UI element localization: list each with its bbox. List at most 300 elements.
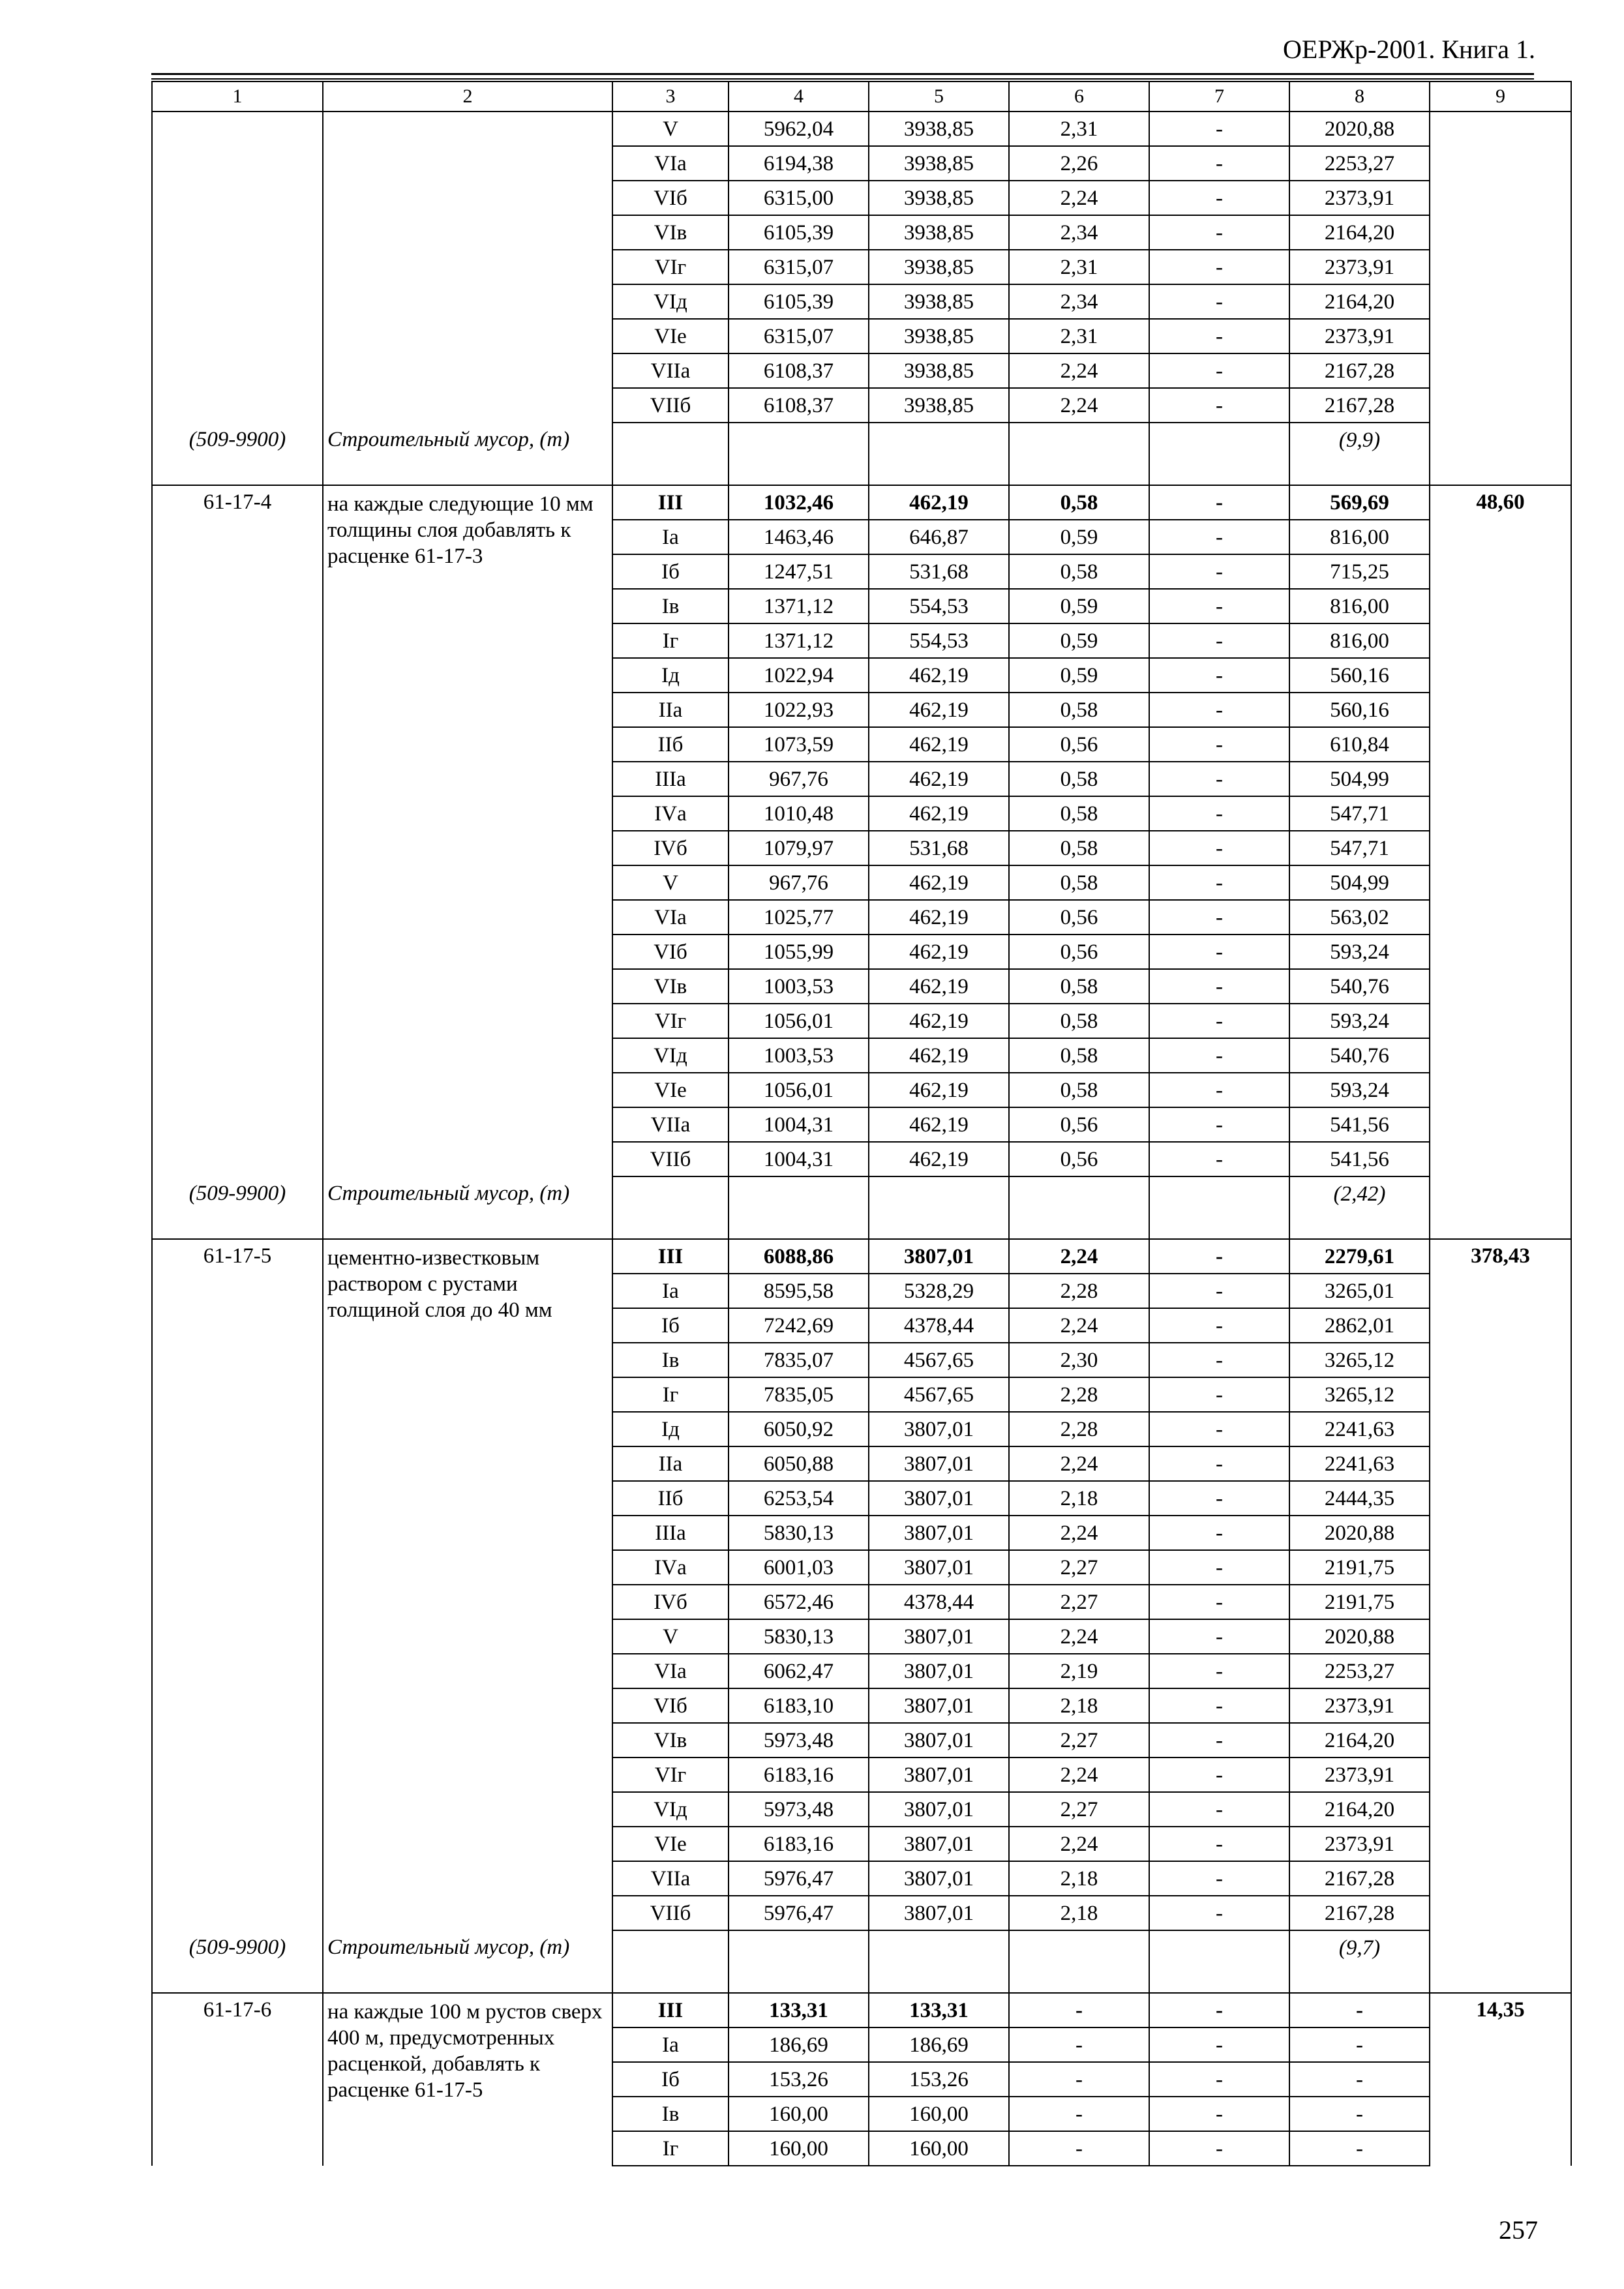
table-cell: 462,19 [869,1073,1009,1107]
section-total: 14,35 [1430,1993,1571,2166]
table-cell: 3807,01 [869,1688,1009,1723]
table-cell: 2,18 [1009,1896,1149,1930]
table-cell: 2373,91 [1289,1827,1430,1861]
table-cell: 540,76 [1289,1038,1430,1073]
table-cell: 1079,97 [729,831,869,865]
table-cell: 3807,01 [869,1827,1009,1861]
table-cell: - [1009,2097,1149,2131]
table-cell: V [612,1619,729,1654]
table-cell: 6108,37 [729,388,869,423]
rate-code: 61-17-5 [152,1239,323,1930]
table-cell: 0,58 [1009,831,1149,865]
table-cell: 2,27 [1009,1723,1149,1758]
table-cell: - [1149,1412,1289,1446]
table-cell: 4378,44 [869,1308,1009,1343]
table-cell: 0,58 [1009,762,1149,796]
table-cell: Iв [612,1343,729,1377]
table-cell: - [1149,589,1289,623]
table-cell: - [1149,520,1289,554]
table-cell: 967,76 [729,865,869,900]
table-cell: 593,24 [1289,1073,1430,1107]
table-cell: 3807,01 [869,1446,1009,1481]
table-cell: - [1149,146,1289,181]
table-cell: - [1149,554,1289,589]
table-cell: - [1149,485,1289,520]
table-cell: - [1149,865,1289,900]
table-cell: 462,19 [869,1107,1009,1142]
table-cell: 462,19 [869,762,1009,796]
table-cell: 2373,91 [1289,1758,1430,1792]
table-cell: 1003,53 [729,969,869,1004]
table-cell: Iд [612,658,729,693]
table-cell: 0,59 [1009,589,1149,623]
table-cell: - [1149,831,1289,865]
garbage-label: Строительный мусор, (т) [323,1176,612,1239]
table-cell: 3938,85 [869,181,1009,215]
table-cell: 0,56 [1009,1107,1149,1142]
table-cell: Iг [612,1377,729,1412]
table-cell: 2167,28 [1289,1861,1430,1896]
table-cell: Iа [612,2027,729,2062]
table-cell: 2164,20 [1289,284,1430,319]
table-cell: VIг [612,1004,729,1038]
table-cell: - [1149,1993,1289,2027]
table-cell: 0,59 [1009,623,1149,658]
table-cell: 2164,20 [1289,1723,1430,1758]
table-cell: 2373,91 [1289,181,1430,215]
table-cell: 186,69 [729,2027,869,2062]
table-cell: Iб [612,1308,729,1343]
table-cell: - [1149,284,1289,319]
document-title: ОЕРЖр-2001. Книга 1. [1283,35,1535,64]
table-cell: - [1149,969,1289,1004]
table-cell: 6105,39 [729,215,869,250]
table-cell: 2241,63 [1289,1446,1430,1481]
work-description: на каждые 100 м рустов сверх 400 м, предусмотренных расценкой, добавлять к расценке 61-17-5 [323,1993,612,2166]
table-row [152,1993,1571,2027]
table-cell: - [1149,1377,1289,1412]
table-cell: 5976,47 [729,1861,869,1896]
table-cell: 0,56 [1009,900,1149,935]
table-cell: 3938,85 [869,388,1009,423]
page-number: 257 [1499,2215,1538,2245]
header-rule [151,73,1534,75]
table-cell: 3265,01 [1289,1274,1430,1308]
table-cell: 2,27 [1009,1585,1149,1619]
table-cell: 3807,01 [869,1239,1009,1274]
garbage-value: (9,9) [1289,423,1430,485]
table-cell: 3938,85 [869,112,1009,146]
rate-code [152,112,323,423]
table-cell: 160,00 [869,2131,1009,2166]
table-row [152,1239,1571,1274]
table-cell: 2,31 [1009,319,1149,353]
table-cell: 5962,04 [729,112,869,146]
table-cell: - [1149,658,1289,693]
table-cell: VIб [612,1688,729,1723]
table-cell: VIIб [612,388,729,423]
table-cell: 2020,88 [1289,1516,1430,1550]
column-header: 7 [1149,82,1289,112]
table-cell: 0,58 [1009,865,1149,900]
table-cell: 7835,05 [729,1377,869,1412]
table-cell: 2,27 [1009,1550,1149,1585]
table-cell: 2,24 [1009,1619,1149,1654]
table-cell: 3807,01 [869,1861,1009,1896]
table-cell: 5973,48 [729,1723,869,1758]
table-cell: IVа [612,1550,729,1585]
table-cell: IVа [612,796,729,831]
table-cell: 2,24 [1009,1516,1149,1550]
table-cell: - [1149,2062,1289,2097]
section-total: 48,60 [1430,485,1571,1239]
table-cell: 3938,85 [869,319,1009,353]
table-cell: 1056,01 [729,1073,869,1107]
garbage-row [152,1176,1571,1239]
column-header: 6 [1009,82,1149,112]
table-cell: - [1149,1688,1289,1723]
table-cell: 1003,53 [729,1038,869,1073]
table-cell: 160,00 [729,2131,869,2166]
table-cell: - [1149,900,1289,935]
table-cell: VIб [612,181,729,215]
table-cell: 504,99 [1289,762,1430,796]
table-cell: 3807,01 [869,1481,1009,1516]
garbage-row [152,1930,1571,1993]
garbage-code: (509-9900) [152,1176,323,1239]
table-cell: III [612,1239,729,1274]
table-cell: 0,58 [1009,796,1149,831]
table-cell: 2,26 [1009,146,1149,181]
table-cell: - [1149,1516,1289,1550]
table-cell: 816,00 [1289,520,1430,554]
table-cell: Iа [612,520,729,554]
table-cell: 1022,94 [729,658,869,693]
table-cell: 2,28 [1009,1412,1149,1446]
table-cell: - [1289,2062,1430,2097]
table-cell: IIа [612,1446,729,1481]
table-cell: - [1009,2062,1149,2097]
table-cell: IIб [612,727,729,762]
table-cell: - [1149,2131,1289,2166]
table-cell: 186,69 [869,2027,1009,2062]
table-cell: 0,58 [1009,693,1149,727]
table-cell: 6108,37 [729,353,869,388]
table-cell: 2,30 [1009,1343,1149,1377]
empty-cell [612,1930,729,1993]
table-cell: VIIа [612,1107,729,1142]
column-header: 2 [323,82,612,112]
table-cell: 2,34 [1009,215,1149,250]
table-cell: V [612,112,729,146]
table-cell: - [1149,1038,1289,1073]
table-cell: 3807,01 [869,1758,1009,1792]
table-cell: 531,68 [869,831,1009,865]
garbage-row [152,423,1571,485]
table-cell: 6183,16 [729,1827,869,1861]
table-cell: 554,53 [869,623,1009,658]
table-cell: VIв [612,969,729,1004]
table-cell: 6183,10 [729,1688,869,1723]
table-cell: V [612,865,729,900]
empty-cell [1149,1930,1289,1993]
table-cell: 6088,86 [729,1239,869,1274]
table-cell: 593,24 [1289,935,1430,969]
table-cell: 462,19 [869,1142,1009,1176]
table-cell: - [1149,1550,1289,1585]
table-cell: 4378,44 [869,1585,1009,1619]
garbage-code: (509-9900) [152,423,323,485]
table-cell: - [1149,1308,1289,1343]
table-cell: 3265,12 [1289,1377,1430,1412]
table-cell: - [1149,1585,1289,1619]
table-cell: 2,18 [1009,1861,1149,1896]
table-cell: 3807,01 [869,1654,1009,1688]
table-cell: 6050,88 [729,1446,869,1481]
garbage-label: Строительный мусор, (т) [323,423,612,485]
table-cell: 6001,03 [729,1550,869,1585]
table-cell: 5328,29 [869,1274,1009,1308]
table-cell: 2,24 [1009,1446,1149,1481]
table-cell: 2191,75 [1289,1585,1430,1619]
table-cell: VIд [612,1792,729,1827]
table-cell: VIе [612,319,729,353]
table-cell: VIг [612,250,729,284]
table-cell: 547,71 [1289,831,1430,865]
table-cell: 2,18 [1009,1481,1149,1516]
table-cell: 462,19 [869,935,1009,969]
column-header: 9 [1430,82,1571,112]
table-cell: 2253,27 [1289,1654,1430,1688]
table-cell: 4567,65 [869,1377,1009,1412]
table-cell: 7242,69 [729,1308,869,1343]
table-cell: 541,56 [1289,1142,1430,1176]
table-cell: - [1149,1723,1289,1758]
table-cell: - [1149,623,1289,658]
table-cell: VIд [612,1038,729,1073]
table-cell: 3807,01 [869,1412,1009,1446]
table-cell: IIб [612,1481,729,1516]
empty-cell [729,423,869,485]
table-cell: 3938,85 [869,284,1009,319]
table-cell: 2191,75 [1289,1550,1430,1585]
table-cell: - [1289,1993,1430,2027]
table-cell: VIIб [612,1142,729,1176]
table-cell: 2,31 [1009,250,1149,284]
table-cell: - [1149,1142,1289,1176]
garbage-value: (2,42) [1289,1176,1430,1239]
table-cell: 5976,47 [729,1896,869,1930]
table-cell: 554,53 [869,589,1009,623]
table-cell: - [1149,388,1289,423]
table-cell: - [1149,1107,1289,1142]
table-cell: - [1149,796,1289,831]
table-cell: - [1149,215,1289,250]
table-cell: 1022,93 [729,693,869,727]
table-cell: 3938,85 [869,353,1009,388]
table-cell: 6253,54 [729,1481,869,1516]
table-cell: 540,76 [1289,969,1430,1004]
table-cell: 0,59 [1009,520,1149,554]
table-cell: - [1149,1274,1289,1308]
table-cell: 715,25 [1289,554,1430,589]
table-cell: - [1149,1654,1289,1688]
empty-cell [869,423,1009,485]
table-cell: 0,58 [1009,1038,1149,1073]
table-cell: 0,58 [1009,1004,1149,1038]
table-cell: - [1149,1446,1289,1481]
table-cell: Iв [612,2097,729,2131]
table-cell: Iд [612,1412,729,1446]
table-cell: 1004,31 [729,1142,869,1176]
work-description: цементно-известковым раствором с рустами толщиной слоя до 40 мм [323,1239,612,1930]
table-cell: VIд [612,284,729,319]
table-cell: - [1149,250,1289,284]
table-cell: 2373,91 [1289,1688,1430,1723]
table-cell: VIв [612,215,729,250]
garbage-code: (509-9900) [152,1930,323,1993]
table-cell: 2,24 [1009,388,1149,423]
table-cell: 816,00 [1289,589,1430,623]
table-cell: 462,19 [869,796,1009,831]
table-cell: Iб [612,554,729,589]
empty-cell [1009,1930,1149,1993]
table-cell: 2,28 [1009,1377,1149,1412]
column-header: 4 [729,82,869,112]
table-cell: 6315,07 [729,319,869,353]
table-cell: 3807,01 [869,1792,1009,1827]
table-cell: 1371,12 [729,589,869,623]
table-cell: - [1149,181,1289,215]
table-cell: VIе [612,1073,729,1107]
table-cell: 1371,12 [729,623,869,658]
table-cell: 0,56 [1009,935,1149,969]
table-cell: - [1149,1073,1289,1107]
table-cell: 3938,85 [869,215,1009,250]
table-cell: - [1149,353,1289,388]
table-cell: 3807,01 [869,1550,1009,1585]
table-cell: 5830,13 [729,1619,869,1654]
table-cell: - [1149,727,1289,762]
table-cell: 2,24 [1009,1308,1149,1343]
empty-cell [1009,423,1149,485]
table-cell: 6050,92 [729,1412,869,1446]
empty-cell [612,1176,729,1239]
price-table [151,81,1572,2166]
table-cell: 2444,35 [1289,1481,1430,1516]
table-cell: Iв [612,589,729,623]
section-total: 378,43 [1430,1239,1571,1993]
table-cell: 5830,13 [729,1516,869,1550]
table-cell: IIIа [612,1516,729,1550]
table-cell: 0,59 [1009,658,1149,693]
table-cell: - [1149,935,1289,969]
column-header: 8 [1289,82,1430,112]
table-cell: - [1149,1827,1289,1861]
table-cell: 153,26 [869,2062,1009,2097]
table-cell: 541,56 [1289,1107,1430,1142]
table-cell: 1010,48 [729,796,869,831]
table-cell: 1247,51 [729,554,869,589]
table-cell: - [1149,1861,1289,1896]
empty-cell [612,423,729,485]
table-cell: - [1149,2027,1289,2062]
table-cell: - [1009,1993,1149,2027]
table-cell: 3938,85 [869,146,1009,181]
table-cell: IIIа [612,762,729,796]
table-cell: 8595,58 [729,1274,869,1308]
table-cell: 3265,12 [1289,1343,1430,1377]
table-cell: 6105,39 [729,284,869,319]
table-cell: 160,00 [869,2097,1009,2131]
table-cell: 0,56 [1009,1142,1149,1176]
table-cell: 2,24 [1009,1758,1149,1792]
table-cell: - [1009,2027,1149,2062]
table-cell: VIв [612,1723,729,1758]
table-cell: 2279,61 [1289,1239,1430,1274]
table-cell: Iг [612,623,729,658]
table-cell: VIг [612,1758,729,1792]
table-cell: 2020,88 [1289,112,1430,146]
table-cell: 2862,01 [1289,1308,1430,1343]
rate-code: 61-17-4 [152,485,323,1176]
table-cell: 2253,27 [1289,146,1430,181]
table-cell: Iа [612,1274,729,1308]
table-cell: 6183,16 [729,1758,869,1792]
empty-cell [869,1930,1009,1993]
table-cell: 2164,20 [1289,215,1430,250]
table-cell: 6315,00 [729,181,869,215]
table-cell: III [612,1993,729,2027]
table-cell: 2,24 [1009,353,1149,388]
table-cell: 3807,01 [869,1723,1009,1758]
table-cell: 6572,46 [729,1585,869,1619]
table-cell: 1463,46 [729,520,869,554]
rate-code: 61-17-6 [152,1993,323,2166]
work-description [323,112,612,423]
table-cell: 2373,91 [1289,250,1430,284]
table-cell: VIа [612,1654,729,1688]
table-cell: 0,58 [1009,1073,1149,1107]
empty-cell [1149,1176,1289,1239]
table-cell: 462,19 [869,900,1009,935]
table-cell: - [1149,1619,1289,1654]
table-cell: 462,19 [869,865,1009,900]
header-rule [151,78,1534,80]
empty-cell [1149,423,1289,485]
table-cell: 2167,28 [1289,388,1430,423]
table-cell: 610,84 [1289,727,1430,762]
table-cell: 816,00 [1289,623,1430,658]
table-cell: Iг [612,2131,729,2166]
table-cell: 0,58 [1009,554,1149,589]
section-total [1430,112,1571,485]
column-number-row [152,82,1571,112]
table-cell: 2,28 [1009,1274,1149,1308]
table-cell: 2,24 [1009,1827,1149,1861]
table-cell: 1025,77 [729,900,869,935]
table-body [152,82,1571,2166]
table-cell: - [1149,1792,1289,1827]
table-cell: - [1149,1239,1289,1274]
garbage-value: (9,7) [1289,1930,1430,1993]
table-cell: 560,16 [1289,693,1430,727]
table-cell: - [1149,762,1289,796]
garbage-label: Строительный мусор, (т) [323,1930,612,1993]
table-cell: 153,26 [729,2062,869,2097]
table-cell: 2,31 [1009,112,1149,146]
table-cell: 160,00 [729,2097,869,2131]
